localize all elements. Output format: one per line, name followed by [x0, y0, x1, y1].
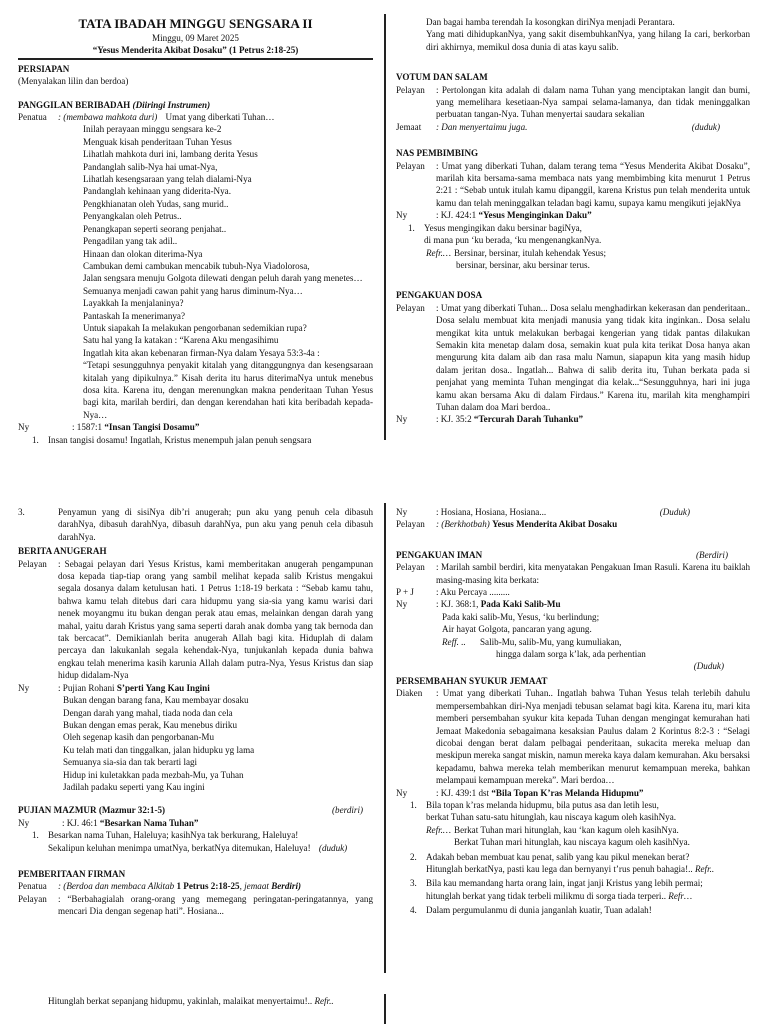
firman-pelayan-text: : “Berbahagialah orang-orang yang memegang peringatan-peringatannya, yang mencari Dia dengan segenap hati”. Hosiana...: [58, 893, 373, 917]
ny-hosiana-row: [396, 506, 750, 518]
speaker-pj: P + J: [396, 587, 414, 598]
penatua-row: [18, 111, 373, 123]
speaker-ny: Ny: [18, 682, 30, 693]
speaker-ny: Ny: [396, 414, 408, 425]
verse-number: 4.: [410, 905, 417, 916]
verse-number: 3.: [18, 507, 25, 517]
nas-row: [396, 160, 750, 210]
verse-line: Dan bagai hamba terendah Ia kosongkan diriNya menjadi Perantara.: [426, 17, 675, 27]
panggilan-line: Penyangkalan oleh Petrus..: [83, 211, 182, 222]
panggilan-line: Pandanglah kehinaan yang diderita-Nya.: [83, 186, 231, 197]
duduk-note: (Duduk): [693, 661, 724, 672]
duduk-note: (Duduk): [659, 507, 690, 517]
votum-text: : Pertolongan kita adalah di dalam nama Tuhan yang menciptakan langit dan bumi, yang memelihara kesetiaan-Nya sampai selama-lamanya, dan tidak meninggalkan perbuatan tangan-Nya. Tuhan menyertai saudara sekalian: [436, 84, 750, 120]
verse-line: Besarkan nama Tuhan, Haleluya; kasihNya tak berkurang, Haleluya!: [48, 830, 299, 841]
speaker-jemaat: Jemaat: [396, 121, 422, 132]
speaker-ny: Ny: [396, 599, 408, 610]
syukur-text: : Umat yang diberkati Tuhan.. Ingatlah bahwa Tuhan Yesus telah terlebih dahulu mempersembahkan diri-Nya menjadi tebusan selamat bagi kita. Karena itu, mari kita memberi persembahan syukur kita kepada Tuhan dengan mengingat kemurahan hati Jemaat Makedonia sebagaimana kesaksian Paulus dalam 2 Korintus 8:2-3 : “Selagi dicobai dengan berat dalam pelbagai penderitaan, sukacita mereka meluap dan meskipun mereka sangat miskin, namun mereka kaya dalam kemurahan. Aku bersaksi kepadamu, bahwa mereka telah memberikan menurut kemampuan mereka, bahkan melampaui kemampuan mereka”. Mari berdoa…: [436, 688, 750, 786]
panggilan-line: Semuanya menjadi cawan pahit yang harus diminum-Nya…: [83, 285, 303, 296]
speaker-penatua: Penatua: [18, 112, 47, 123]
refrain-ref: Refr…: [668, 890, 693, 901]
refrain-line: Bersinar, bersinar, itulah kehendak Yesus;: [454, 247, 607, 258]
verse-number: 1.: [32, 434, 39, 445]
song-title: S’perti Yang Kau Ingini: [116, 682, 210, 693]
column-divider-bottom: [384, 994, 386, 1024]
panggilan-line: Lihatlah mahkota duri ini, lambang derita Yesus: [83, 149, 258, 160]
persiapan-note: (Menyalakan lilin dan berdoa): [18, 76, 129, 87]
panggilan-line: Pengadilan yang tak adil..: [83, 236, 178, 247]
service-date: Minggu, 09 Maret 2025: [152, 33, 239, 43]
panggilan-line: Lihatlah kesengsaraan yang telah dialami-Nya: [83, 174, 252, 185]
khotbah-row: [396, 518, 750, 530]
verse-line: di mana pun ‘ku berada, ‘ku mengenangkanNya.: [424, 235, 602, 246]
song-refrain: [396, 824, 750, 849]
song-verse: [396, 877, 750, 902]
verse-number: 2.: [410, 851, 417, 862]
speaker-ny: Ny: [18, 817, 30, 828]
speaker-ny: Ny: [396, 210, 408, 221]
refrain-line: Salib-Mu, salib-Mu, yang kumuliakan,: [480, 636, 622, 647]
speaker-ny: Ny: [396, 787, 408, 798]
song-refrain: [396, 636, 750, 661]
verse-line: Yesus mengingikan daku bersinar bagiNya,: [424, 222, 582, 233]
ny-song-row: [396, 413, 750, 425]
iman-note: (Berdiri): [696, 549, 728, 560]
pengakuan-dosa-row: [396, 302, 750, 414]
refrain-line: bersinar, bersinar, aku bersinar terus.: [456, 259, 590, 270]
verse-line: Dalam pergumulanmu di dunia janganlah kuatir, Tuan adalah!: [426, 905, 652, 916]
column-divider-middle: [384, 503, 386, 973]
song-lines: [18, 694, 373, 793]
song-lines: [396, 611, 750, 636]
speaker-pelayan: Pelayan: [396, 562, 425, 573]
song-verse: [396, 904, 750, 916]
panggilan-line: Pandanglah salib-Nya hai umat-Nya,: [83, 161, 218, 172]
verse-line: Sekalipun keluhan menimpa umatNya, berkatNya ditemukan, Haleluya!: [48, 842, 311, 853]
sermon-title: Yesus Menderita Akibat Dosaku: [492, 519, 618, 530]
panggilan-line: Layakkah Ia menjalaninya?: [83, 298, 184, 309]
song-number: : KJ. 439:1 dst: [436, 787, 490, 798]
refrain-label: Refr.…: [426, 247, 452, 258]
panggilan-line: Pengkhianatan oleh Yudas, sang murid..: [83, 198, 229, 209]
song-source: : Pujian Rohani: [58, 682, 115, 693]
firman-pelayan-row: [18, 893, 373, 918]
section-nas: NAS PEMBIMBING: [396, 148, 479, 159]
speaker-ny: Ny: [396, 507, 408, 517]
song-line: Jadilah padaku seperti yang Kau ingini: [63, 781, 205, 792]
jemaat-row: [396, 121, 750, 133]
panggilan-note: (Diiringi Instrumen): [132, 99, 211, 110]
song-title: “Tercurah Darah Tuhanku”: [473, 414, 584, 425]
pj-text: : Aku Percaya .........: [436, 587, 510, 598]
iman-row: [396, 561, 750, 586]
page2-left-column: [18, 506, 373, 918]
speaker-pelayan: Pelayan: [396, 302, 425, 313]
ny-song-row: [18, 421, 373, 433]
song-title: “Insan Tangisi Dosamu”: [104, 422, 200, 433]
firman-reading: 1 Petrus 2:18-25: [176, 881, 240, 892]
verse-line: hitunglah berkat yang tidak terbeli milikmu di sorga tiada terperi..: [426, 890, 666, 901]
speaker-penatua: Penatua: [18, 881, 47, 892]
song-refrain: [396, 247, 750, 272]
song-verse: [396, 799, 750, 824]
section-pemberitaan-firman: PEMBERITAAN FIRMAN: [18, 868, 126, 879]
refrain-label: Reff. ..: [442, 636, 466, 647]
song-number: : 1587:1: [72, 422, 103, 433]
penatua-note: : (membawa mahkota duri): [58, 112, 158, 123]
song-title: “Bila Topan K’ras Melanda Hidupmu”: [491, 787, 644, 798]
speaker-ny: Ny: [18, 422, 30, 433]
speaker-pelayan: Pelayan: [396, 84, 425, 95]
verse-number: 1.: [32, 830, 39, 841]
song-line: Bukan dengan emas perak, Kau menebus diriku: [63, 719, 237, 730]
speaker-diaken: Diaken: [396, 688, 423, 699]
song-line: Pada kaki salib-Mu, Yesus, ‘ku berlindung;: [442, 611, 600, 622]
panggilan-line: Untuk siapakah Ia melakukan pengorbanan sedemikian rupa?: [83, 322, 307, 333]
jemaat-text: : Dan menyertaimu juga.: [436, 121, 528, 132]
verse-line: Adakah beban membuat kau penat, salib yang kau pikul menekan berat?: [426, 851, 690, 862]
refrain-line: hingga dalam sorga k’lak, ada perhentian: [496, 649, 646, 660]
ny-song-row: [396, 787, 750, 799]
page1-left-column: [18, 16, 373, 446]
duduk-note: (duduk): [318, 842, 348, 853]
continued-verse: [396, 16, 750, 53]
speaker-pelayan: Pelayan: [18, 893, 47, 904]
page2-right-column: [396, 506, 750, 917]
firman-penatua-row: [18, 880, 373, 892]
verse-line: Hitunglah berkatNya, pasti kau lega dan bernyanyi t’rus penuh bahagia!..: [426, 863, 693, 874]
song-verse: [18, 829, 373, 841]
section-pengakuan-dosa: PENGAKUAN DOSA: [396, 290, 483, 301]
khotbah-note: : (Berkhotbah): [436, 519, 490, 530]
speaker-pelayan: Pelayan: [396, 160, 425, 171]
footer-refrain-ref: Refr..: [314, 996, 334, 1006]
song-line: Oleh segenap kasih dan pengorbanan-Mu: [63, 732, 215, 743]
song-verse: [396, 851, 750, 876]
service-theme: “Yesus Menderita Akibat Dosaku” (1 Petrus 2:18-25): [92, 45, 299, 56]
song-line: Ku telah mati dan tinggalkan, jalan hidupku yg lama: [63, 744, 255, 755]
song-number: : KJ. 46:1: [62, 817, 98, 828]
firman-penatua-c: , jemaat: [239, 881, 269, 892]
verse-line: Yang mati dihidupkanNya, yang sakit disembuhkanNya, yang hilang Ia cari, berkorban diri akhirnya, memikul dosa dunia di atas kayu salib.: [426, 29, 750, 52]
footer-verse-line: Hitunglah berkat sepanjang hidupmu, yakinlah, malaikat menyertaimu!..: [48, 996, 313, 1006]
pengakuan-dosa-text: : Umat yang diberkati Tuhan... Dosa selalu menghadirkan kekerasan dan penderitaan.. Dosa selalu membuat kita menjadi manusia yang tidak kita inginkan.. Dosa selalu mengikat kita untuk melakukan berbagai kengerian yang tidak pantas dilakukan Semakin kita menetap dalam dosa, semakin kuat pula kita terikat Dosa hanya akan mengurung kita dalam aib dan rasa malu Namun, siapapun kita yang masih hidup dalam jeritan dosa.. Ingatlah... Bahwa di salib derita itu, Tuhan berkata pada si penjahat yang meminta Tuhan mengingat dia kelak...“Sesungguhnya, hari ini juga kamu akan bersama Aku di dalam Firdaus.” Karena itu, marilah kita menghampiri Tuhan dalam doa Mari berdoa..: [436, 302, 750, 412]
refrain-ref: Refr..: [694, 863, 715, 874]
section-berita-anugerah: BERITA ANUGERAH: [18, 546, 107, 557]
song-title: Pada Kaki Salib-Mu: [480, 599, 561, 610]
ny-song-row: [18, 817, 373, 829]
verse-line: berkat Tuhan satu-satu hitunglah, kau niscaya kagum oleh kasihNya.: [426, 812, 677, 823]
verse-line: Bila kau memandang harta orang lain, ingat janji Kristus yang lebih permai;: [426, 878, 703, 889]
ny-song-row: [396, 209, 750, 221]
votum-row: [396, 84, 750, 121]
refrain-label: Refr.…: [426, 824, 452, 835]
mazmur-note: (berdiri): [332, 805, 363, 816]
page1-right-column: [396, 16, 750, 426]
section-pengakuan-iman: [396, 549, 750, 561]
section-mazmur: [18, 804, 373, 816]
iman-text: : Marilah sambil berdiri, kita menyatakan Pengakuan Iman Rasuli. Karena itu baiklah masing-masing kita berkata:: [436, 562, 750, 585]
ny-song-row: [396, 598, 750, 610]
page-title: TATA IBADAH MINGGU SENGSARA II: [78, 16, 313, 31]
jemaat-note: (duduk): [691, 121, 720, 132]
song-line: Bukan dengan barang fana, Kau membayar dosaku: [63, 695, 249, 706]
section-persembahan: PERSEMBAHAN SYUKUR JEMAAT: [396, 675, 548, 686]
song-number: : KJ. 35:2: [436, 414, 472, 425]
panggilan-lines: [18, 123, 373, 421]
pj-row: [396, 586, 750, 598]
section-panggilan: [18, 99, 373, 111]
berita-text: : Sebagai pelayan dari Yesus Kristus, kami memberitakan anugerah pengampunan dosa kepada tiap-tiap orang yang sambil melihat kepada salib Kristus mengakui segala dosanya dalam ketulusan hati. 1 Petrus 1:18-19 berkata : “Sebab kamu tahu, bahwa kamu telah ditebus dari cara hidupmu yang sia-sia yang kamu warisi dari nenek moyangmu itu bukan dengan perak atau emas, melainkan dengan darah yang mahal, yaitu darah Kristus yang sama seperti darah anak domba yang tak bernoda dan tak bercacat”. Demikianlah berita anugerah Allah bagi kita. Hiduplah di dalam percaya dan lakukanlah segala kehendak-Nya, tunjukanlah kepada dunia bahwa engkau telah menerima kasih karunia Allah dalam putra-Nya, Yesus Kristus dan siap hidup didalam-Nya: [58, 558, 373, 681]
verse-text: Penyamun yang di sisiNya dib’ri anugerah; pun aku yang penuh cela dibasuh darahNya, dibasuh darahNya, dibasuh darahNya, pun aku yang penuh cela dibasuh darahNya.: [58, 507, 373, 542]
mazmur-heading: PUJIAN MAZMUR (Mazmur 32:1-5): [18, 805, 166, 816]
speaker-pelayan: Pelayan: [18, 558, 47, 569]
song-line: Hidup ini kuletakkan pada mezbah-Mu, ya Tuhan: [63, 769, 244, 780]
song-verse: [396, 222, 750, 234]
panggilan-heading: PANGGILAN BERIBADAH: [18, 99, 131, 110]
firman-penatua-a: : (Berdoa dan membaca Alkitab: [58, 881, 175, 892]
song-line: Semuanya sia-sia dan tak berarti lagi: [63, 757, 198, 768]
panggilan-line: Inilah perayaan minggu sengsara ke-2: [83, 124, 222, 135]
song-line: Dengan darah yang mahal, tiada noda dan cela: [63, 707, 233, 718]
song-title: “Yesus Menginginkan Daku”: [478, 210, 592, 221]
panggilan-line: Penangkapan seperti seorang penjahat..: [83, 223, 227, 234]
verse-text: Insan tangisi dosamu! Ingatlah, Kristus menempuh jalan penuh sengsara: [48, 434, 312, 445]
verse-number: 1.: [408, 222, 415, 233]
song-line: Air hayat Golgota, pancaran yang agung.: [442, 624, 592, 635]
panggilan-line: Ingatlah kita akan kebenaran firman-Nya dalam Yesaya 53:3-4a :: [83, 347, 320, 358]
panggilan-line: Pantaskah Ia menerimanya?: [83, 310, 186, 321]
column-divider-top: [384, 14, 386, 440]
verse-number: 1.: [410, 799, 417, 810]
firman-penatua-d: Berdiri): [271, 881, 301, 892]
refrain-line: Berkat Tuhan mari hitunglah, kau niscaya kagum oleh kasihNya.: [454, 837, 690, 848]
panggilan-line: Menguak kisah penderitaan Tuhan Yesus: [83, 136, 232, 147]
speaker-pelayan: Pelayan: [396, 519, 425, 530]
verse-number: 3.: [410, 878, 417, 889]
song-number: : KJ. 424:1: [436, 210, 477, 221]
panggilan-line: Hinaan dan olokan diterima-Nya: [83, 248, 203, 259]
panggilan-line: Cambukan demi cambukan mencabik tubuh-Nya Viadolorosa,: [83, 260, 310, 271]
nas-text: : Umat yang diberkati Tuhan, dalam terang tema “Yesus Menderita Akibat Dosaku”, marilah kita bersama-sama membaca nats yang membimbing kita menurut 1 Petrus 2:21 : “Sebab untuk itulah kamu dipanggil, karena Kristus pun telah menderita untuk kamu dan telah meninggalkan teladan bagi kamu, supaya kamu mengikuti jejakNya: [436, 160, 750, 208]
song-number: : KJ. 368:1,: [436, 599, 479, 610]
section-votum: VOTUM DAN SALAM: [396, 72, 488, 83]
song-title: “Besarkan Nama Tuhan”: [99, 817, 199, 828]
panggilan-line: Jalan sengsara menuju Golgota dilewati dengan peluh darah yang menetes…: [83, 273, 363, 284]
refrain-line: Berkat Tuhan mari hitunglah, kau ‘kan kagum oleh kasihNya.: [454, 824, 679, 835]
iman-heading: PENGAKUAN IMAN: [396, 549, 483, 560]
syukur-row: [396, 687, 750, 786]
hosiana-text: : Hosiana, Hosiana, Hosiana...: [436, 507, 547, 517]
verse-line: Bila topan k’ras melanda hidupmu, bila putus asa dan letih lesu,: [426, 799, 659, 810]
ny-song-row: [18, 682, 373, 694]
panggilan-line: Satu hal yang Ia katakan : “Karena Aku mengasihimu: [83, 335, 279, 346]
song-verse: [18, 434, 373, 446]
penatua-first-line: Umat yang diberkati Tuhan…: [165, 112, 275, 123]
berita-row: [18, 558, 373, 682]
song-verse: [18, 506, 373, 543]
next-page-fragment: [48, 995, 368, 1007]
panggilan-quote: “Tetapi sesungguhnya penyakit kitalah yang ditanggungnya dan kesengsaraan kitalah yang dipikulnya.” Kisah derita itu harus diterimaNya untuk menebus dosa kita. Karena itu, dengan merenungkan makna penderitaan Tuhan Yesus bagi kita, marilah berdiri, dan dengan kerendahan hati kita beribadah kepada-Nya…: [83, 360, 373, 420]
section-persiapan: PERSIAPAN: [18, 63, 70, 74]
